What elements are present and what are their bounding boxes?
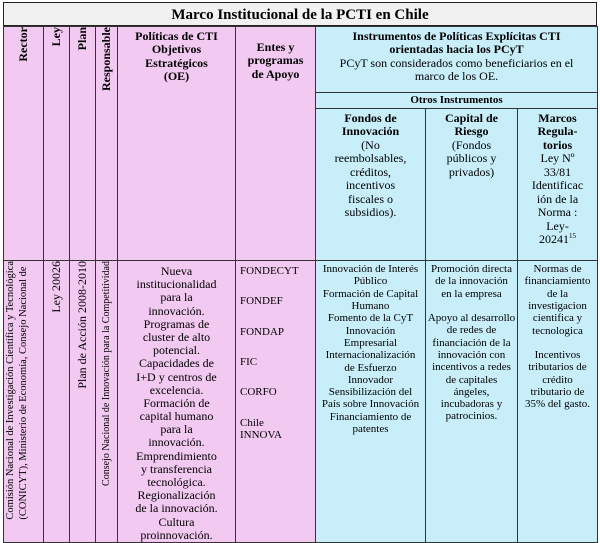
marco-line: cientifica y (532, 312, 583, 325)
fondo-line: Innovación (345, 324, 396, 337)
fondo-line: patentes (352, 423, 389, 436)
capital-line: de redes de (446, 324, 497, 337)
fondos-desc-line: incentivos (345, 178, 396, 193)
capital-line: incubadoras y (440, 398, 503, 411)
objetivos-body-cell (118, 261, 236, 543)
fondos-header-cell (316, 109, 426, 261)
entes-header-cell (236, 27, 316, 261)
objetivo-line: capital humano (139, 409, 214, 424)
ente-item: FONDECYT (240, 265, 299, 277)
ente-item: FONDAP (240, 325, 285, 338)
capital-line: innovación con (437, 348, 506, 361)
fondos-title-line: Innovación (341, 124, 400, 139)
entes-body-cell (236, 261, 316, 543)
instrumentos-title-line: Instrumentos de Políticas Explícitas CTI (352, 29, 561, 43)
rector-header: Rector (15, 27, 30, 62)
marco-line (518, 337, 597, 349)
plan-header: Plan (74, 27, 89, 51)
capital-line: en la empresa (441, 287, 502, 300)
marcos-body-cell (518, 261, 598, 543)
politicas-header-line: Estratégicos (145, 55, 208, 70)
rector-body-line: (CONICYT), Ministerio de Economía, Consejo Nacional de (18, 266, 29, 520)
rector-body-cell (4, 261, 44, 543)
marcos-header-cell (518, 109, 598, 261)
politicas-header-cell (118, 27, 236, 261)
objetivo-line: tecnológica. (147, 475, 206, 489)
ente-item: CORFO (240, 386, 277, 399)
fondo-line: Innovador (347, 373, 394, 386)
capital-title-line: Capital de (444, 111, 498, 125)
ente-item: Chile INNOVA (240, 416, 282, 441)
plan-body: Plan de Acción 2008-2010 (74, 261, 89, 389)
fondo-line: Público (353, 275, 388, 288)
objetivo-line: cluster de alto (142, 329, 211, 344)
capital-line: incentivos a redes (432, 361, 511, 374)
marco-line: Incentivos (534, 348, 581, 361)
objetivo-line: Cultura (158, 514, 195, 529)
page-title: Marco Institucional de la PCTI en Chile (3, 2, 597, 26)
marcos-desc-line: ión de la (536, 191, 579, 206)
footnote-marker: 15 (569, 231, 577, 240)
marcos-desc-line: Ley Nº (540, 151, 575, 166)
capital-title-line: Riesgo (454, 124, 489, 139)
marcos-desc-line: Norma : (537, 205, 578, 220)
marcos-desc-line: Ley- (546, 218, 569, 233)
ley-header: Ley (48, 27, 63, 47)
rector-body-line: Comisión Nacional de Investigación Científica y Tecnológica (5, 261, 16, 520)
fondo-line: Financiamiento de (329, 410, 412, 423)
capital-line: patrocinios. (445, 410, 498, 423)
fondos-desc-line: (No (361, 137, 380, 152)
marco-line: de la investigacion (528, 287, 587, 312)
instrumentos-note-line: marco de los OE. (414, 69, 499, 84)
otros-instrumentos-cell (316, 93, 598, 109)
ley-header-cell (44, 27, 70, 261)
objetivo-line: Capacidades de (139, 356, 214, 371)
instrumentos-title-line: orientadas hacia los PCyT (389, 42, 524, 57)
marco-line: financiamiento (524, 275, 591, 288)
ente-item: FONDEF (240, 295, 283, 308)
marco-line: crédito (542, 373, 573, 386)
instrumentos-header-cell (316, 27, 598, 93)
objetivo-line: Formación de (143, 395, 210, 410)
fondos-title-line: Fondos de (344, 111, 397, 125)
fondos-body-cell (316, 261, 426, 543)
institutional-table (3, 26, 598, 543)
politicas-header-line: Objetivos (151, 42, 202, 57)
fondo-line: Formación de Capital (322, 287, 419, 300)
capital-line: de la innovación (435, 275, 508, 288)
marco-line: tributarios de (528, 361, 587, 374)
objetivo-line: Nueva (160, 264, 193, 278)
capital-line: financiación de la (432, 336, 511, 349)
responsable-header-cell (96, 27, 118, 261)
marco-line: tecnologica (532, 324, 583, 337)
objetivo-line: de la innovación. (135, 501, 218, 516)
capital-header-cell (426, 109, 518, 261)
marco-line: 35% del gasto. (524, 398, 591, 411)
capital-line: ángeles, (453, 385, 490, 398)
capital-line (426, 300, 517, 312)
objetivo-line: institucionalidad (136, 277, 217, 292)
fondo-line: País sobre Innovación (321, 398, 420, 411)
fondo-line: de Esfuerzo (344, 361, 397, 374)
marcos-desc-line: 20241 (539, 231, 570, 246)
capital-line: Apoyo al desarrollo (427, 311, 516, 324)
marcos-desc-line: 33/81 (543, 164, 572, 179)
responsable-header: Responsable (98, 27, 113, 92)
marcos-title-line: Marcos (538, 111, 577, 125)
marcos-title-line: Regula- (537, 124, 578, 139)
objetivo-line: potencial. (153, 343, 200, 358)
marco-line: Normas de (533, 263, 582, 275)
fondos-desc-line: créditos, (350, 164, 391, 179)
capital-desc-line: públicos y (446, 151, 497, 166)
ente-item: FIC (240, 355, 258, 368)
capital-line: de capitales (445, 373, 498, 386)
objetivo-line: Regionalización (137, 488, 216, 503)
ley-body-cell (44, 261, 70, 543)
capital-desc-line: (Fondos (451, 137, 492, 152)
plan-header-cell (70, 27, 96, 261)
entes-header-line: programas (247, 53, 304, 68)
fondo-line: Empresarial (343, 336, 398, 349)
objetivo-line: Programas de (143, 316, 210, 331)
fondos-desc-line: reembolsables, (334, 151, 407, 166)
objetivo-line: para la (160, 290, 193, 305)
capital-body-cell (426, 261, 518, 543)
fondos-desc-line: fiscales o (348, 191, 393, 206)
fondo-line: Innovación de Interés (322, 263, 419, 275)
objetivo-line: y transferencia (141, 461, 212, 476)
fondo-line: Fomento de la CyT (327, 312, 414, 325)
entes-header-line: de Apoyo (251, 66, 300, 81)
rector-header-cell (4, 27, 44, 261)
marco-line: tributario de (530, 385, 585, 398)
entes-header-line: Entes y (256, 40, 295, 54)
responsable-body: Consejo Nacional de Innovación para la Competitividad (100, 261, 112, 486)
objetivo-line: para la (160, 422, 193, 437)
politicas-header-line: Políticas de CTI (135, 29, 218, 43)
fondos-desc-line: subsidios). (344, 205, 397, 220)
marcos-desc-line: Identificac (531, 178, 584, 193)
otros-instrumentos-label: Otros Instrumentos (410, 94, 503, 107)
fondo-line: Sensibilización del (328, 386, 413, 399)
responsable-body-cell (96, 261, 118, 543)
objetivo-line: I+D y centros de (136, 369, 217, 384)
objetivo-line: innovación. (148, 303, 205, 318)
ley-body: Ley 20026 (48, 261, 63, 313)
fondo-line: Internacionalización (325, 349, 416, 362)
plan-body-cell (70, 261, 96, 543)
capital-line: Promoción directa (431, 263, 512, 275)
objetivo-line: innovación. (148, 435, 205, 450)
politicas-header-line: (OE) (163, 69, 190, 84)
instrumentos-note-line: PCyT son considerados como beneficiarios en el (339, 55, 574, 70)
fondo-line: Humano (351, 299, 390, 312)
marcos-title-line: torios (542, 137, 573, 152)
objetivo-line: Emprendimiento (136, 448, 217, 463)
objetivo-line: proinnovación. (140, 527, 213, 542)
objetivo-line: excelencia. (149, 382, 204, 397)
capital-desc-line: privados) (448, 164, 495, 179)
